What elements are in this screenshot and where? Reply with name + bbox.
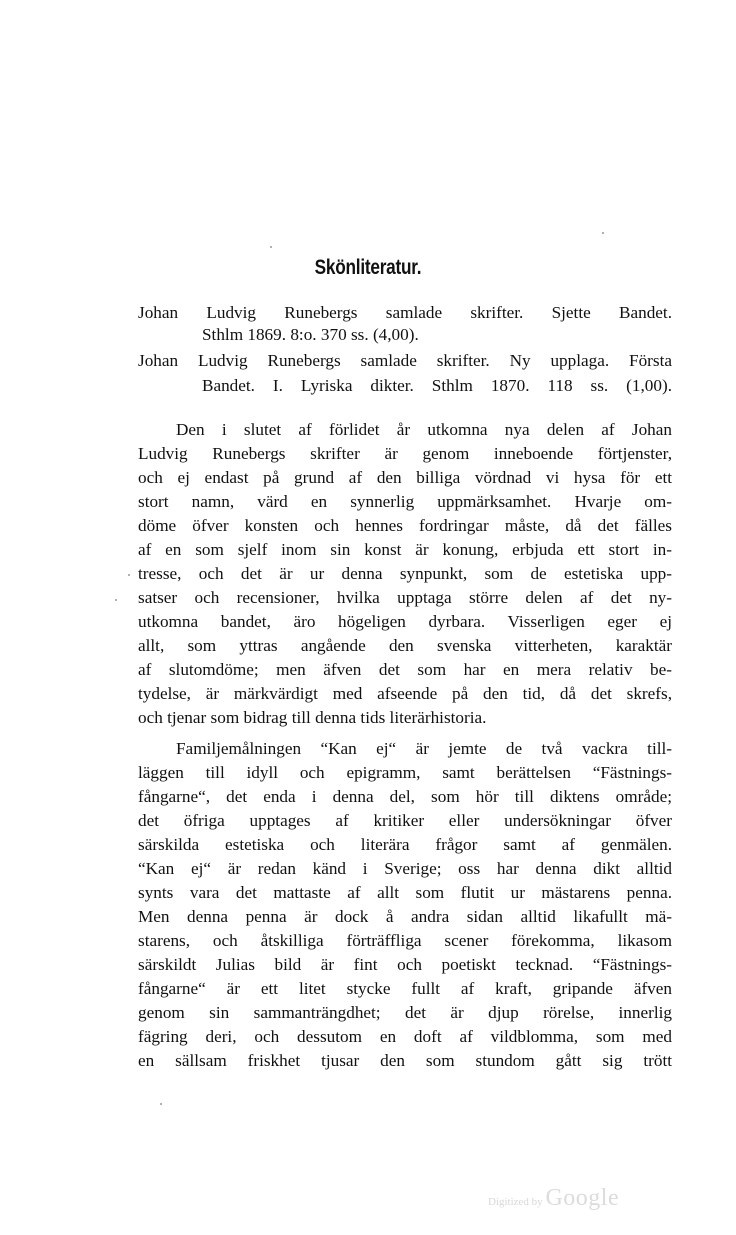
paragraph-2-line: starens, och åtskilliga förträffliga scener förekomma, likasom xyxy=(138,931,672,950)
paragraph-1-line: tydelse, är märkvärdigt med afseende på den tid, då det skrefs, xyxy=(138,684,672,703)
paragraph-2-line: Familjemålningen “Kan ej“ är jemte de två vackra till- xyxy=(176,739,672,758)
paragraph-1-line: Den i slutet af förlidet år utkomna nya delen af Johan xyxy=(176,420,672,439)
paragraph-2-line: synts vara det mattaste af allt som flutit ur mästarens penna. xyxy=(138,883,672,902)
paragraph-2-line: särskildt Julias bild är fint och poetiskt tecknad. “Fästnings- xyxy=(138,955,672,974)
paragraph-1-line: och tjenar som bidrag till denna tids literärhistoria. xyxy=(138,708,487,727)
watermark-prefix: Digitized by xyxy=(488,1196,543,1208)
scan-speck xyxy=(160,1103,162,1105)
digitized-watermark xyxy=(488,1185,619,1212)
paragraph-2-line: fångarne“ är ett litet stycke fullt af kraft, gripande äfven xyxy=(138,979,672,998)
paragraph-1-line: stort namn, värd en synnerlig uppmärksamhet. Hvarje om- xyxy=(138,492,672,511)
paragraph-1-line: allt, som yttras angående den svenska vitterheten, karaktär xyxy=(138,636,672,655)
paragraph-1-line: tresse, och det är ur denna synpunkt, som de estetiska upp- xyxy=(138,564,672,583)
paragraph-1-line: och ej endast på grund af den billiga vördnad vi hysa för ett xyxy=(138,468,672,487)
reference-2-line-2: Bandet. I. Lyriska dikter. Sthlm 1870. 118 ss. (1,00). xyxy=(202,376,672,395)
paragraph-1-line: af slutomdöme; men äfven det som har en mera relativ be- xyxy=(138,660,672,679)
paragraph-2-line: en sällsam friskhet tjusar den som stundom gått sig trött xyxy=(138,1051,672,1070)
scan-speck xyxy=(128,574,130,576)
paragraph-1-line: af en som sjelf inom sin konst är konung, erbjuda ett stort in- xyxy=(138,540,672,559)
paragraph-2-line: fångarne“, det enda i denna del, som hör till diktens område; xyxy=(138,787,672,806)
paragraph-2-line: fägring deri, och dessutom en doft af vildblomma, som med xyxy=(138,1027,672,1046)
paragraph-2-line: läggen till idyll och epigramm, samt berättelsen “Fästnings- xyxy=(138,763,672,782)
paragraph-2-line: särskilda estetiska och literära frågor samt af genmälen. xyxy=(138,835,672,854)
reference-1-line-1: Johan Ludvig Runebergs samlade skrifter. Sjette Bandet. xyxy=(138,303,672,322)
paragraph-1-line: utkomna bandet, äro högeligen dyrbara. Visserligen eger ej xyxy=(138,612,672,631)
section-heading: Skönliteratur. xyxy=(314,256,422,279)
paragraph-1-line: satser och recensioner, hvilka upptaga större delen af det ny- xyxy=(138,588,672,607)
paragraph-1-line: döme öfver konsten och hennes fordringar måste, då det fälles xyxy=(138,516,672,535)
paragraph-2-line: genom sin sammanträngdhet; det är djup rörelse, innerlig xyxy=(138,1003,672,1022)
scan-speck xyxy=(602,232,604,234)
paragraph-2-line: “Kan ej“ är redan känd i Sverige; oss har denna dikt alltid xyxy=(138,859,672,878)
reference-2-line-1: Johan Ludvig Runebergs samlade skrifter. Ny upplaga. Första xyxy=(138,351,672,370)
paragraph-2-line: det öfriga upptages af kritiker eller undersökningar öfver xyxy=(138,811,672,830)
paragraph-1-line: Ludvig Runebergs skrifter är genom inneboende förtjenster, xyxy=(138,444,672,463)
scan-speck xyxy=(115,599,117,601)
scan-speck xyxy=(270,246,272,248)
watermark-brand: Google xyxy=(545,1185,620,1211)
reference-1-line-2: Sthlm 1869. 8:o. 370 ss. (4,00). xyxy=(202,325,419,344)
paragraph-2-line: Men denna penna är dock å andra sidan alltid likafullt mä- xyxy=(138,907,672,926)
